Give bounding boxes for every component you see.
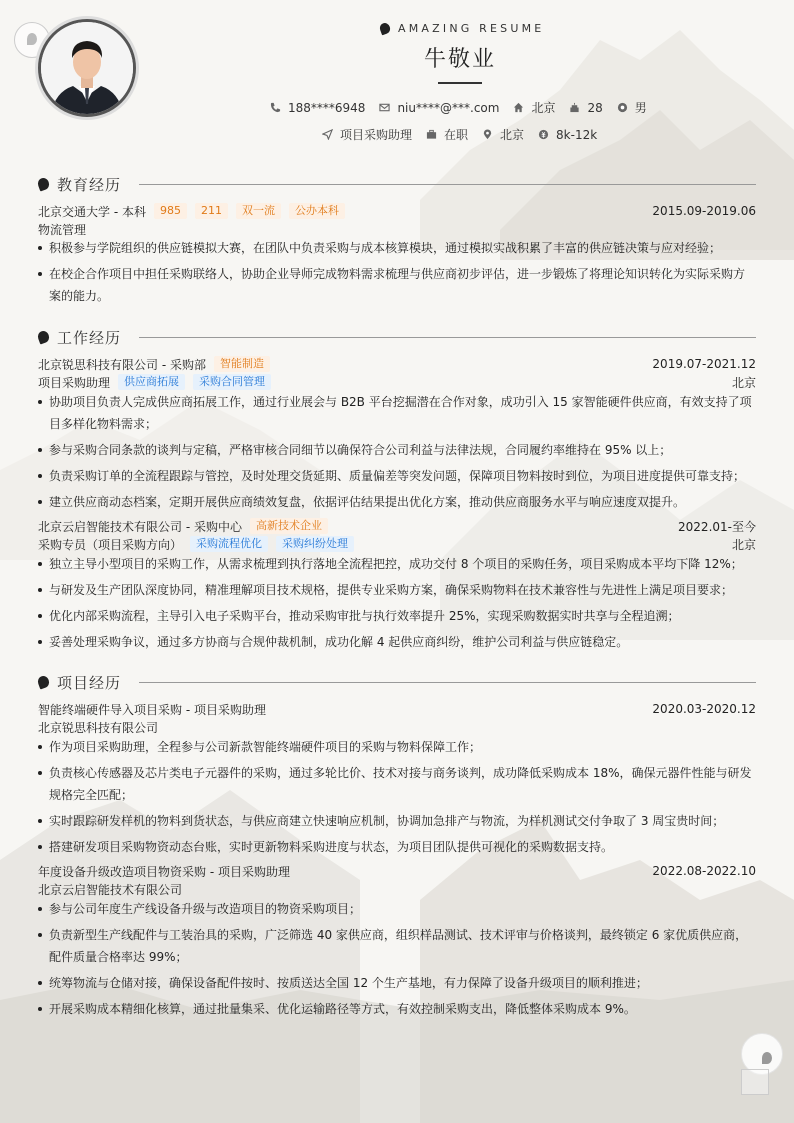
job-location: 北京 [731,537,756,552]
cake-icon [569,102,580,113]
role-tag: 采购纠纷处理 [276,536,354,552]
project-bullet: 参与公司年度生产线设备升级与改造项目的物资采购项目； [38,898,756,920]
avatar [38,19,136,117]
project-name: 年度设备升级改造项目物资采购 - 项目采购助理 [38,864,290,879]
city-item [513,99,555,116]
job-bullet: 负责采购订单的全流程跟踪与管控，及时处理交货延期、质量偏差等突发问题，保障项目物料按时到位，为项目进度提供可靠支持； [38,465,756,487]
gender-text: 男 [634,101,647,115]
job-bullet: 建立供应商动态档案，定期开展供应商绩效复盘，依据评估结果提出优化方案，推动供应商服务水平与响应速度双提升。 [38,491,756,513]
leaf-icon [378,21,391,35]
position-item [322,126,412,143]
target-city-text: 北京 [500,128,525,142]
section-title: 工作经历 [57,328,122,347]
job-bullet: 优化内部采购流程，主导引入电子采购平台，推动采购审批与执行效率提升 25%，实现采购数据实时共享与全程追溯； [38,605,756,627]
decorative-seal-frame [741,1069,769,1095]
leaf-icon [36,176,50,191]
leaf-icon [36,674,50,689]
school-tag: 985 [154,203,187,219]
company-tag: 智能制造 [214,356,270,372]
position-text: 项目采购助理 [340,128,413,142]
avatar-portrait [41,22,133,114]
job-company-row [38,518,756,534]
resume-tagline [380,20,544,36]
project-name: 智能终端硬件导入项目采购 - 项目采购助理 [38,702,266,717]
job-intention-row [322,126,597,143]
education-section-header [38,174,756,194]
mail-icon [379,102,390,113]
age-item [569,101,602,115]
education-school-row [38,203,756,219]
project-bullet: 实时跟踪研发样机的物料到货状态，与供应商建立快速响应机制，协调加急排产与物流，为样机测试交付争取了 3 周宝贵时间； [38,810,756,832]
school-tag: 双一流 [236,203,281,219]
education-bullet: 在校企合作项目中担任采购联络人，协助企业导师完成物料需求梳理与供应商初步评估，进一步锻炼了将理论知识转化为实际采购方案的能力。 [38,263,756,307]
send-icon [322,129,333,140]
job-location: 北京 [731,375,756,390]
name-underline [438,82,482,84]
project-date: 2020.03-2020.12 [652,702,756,716]
phone-icon [270,102,281,113]
gender-icon [617,102,628,113]
age-text: 28 [587,100,603,115]
candidate-name: 牛敬业 [423,47,496,72]
project-bullet: 作为项目采购助理，全程参与公司新款智能终端硬件项目的采购与物料保障工作； [38,736,756,758]
project-section-header [38,672,756,692]
email-item [379,101,499,115]
role-tag: 采购流程优化 [190,536,268,552]
target-city-item [482,126,524,143]
role-tag: 供应商拓展 [118,374,185,390]
education-date: 2015.09-2019.06 [652,204,756,218]
project-bullet: 统筹物流与仓储对接，确保设备配件按时、按质送达全国 12 个生产基地，有力保障了设备升级项目的顺利推进； [38,972,756,994]
job-bullet: 妥善处理采购争议，通过多方协商与合规仲裁机制，成功化解 4 起供应商纠纷，维护公司利益与供应链稳定。 [38,631,756,653]
education-bullet: 积极参与学院组织的供应链模拟大赛，在团队中负责采购与成本核算模块，通过模拟实战积累了丰富的供应链决策与应对经验； [38,237,756,259]
project-bullet: 负责新型生产线配件与工装治具的采购，广泛筛选 40 家供应商，组织样品测试、技术评审与价格谈判，最终锁定 6 家优质供应商，配件质量合格率达 99%； [38,924,756,968]
job-bullet: 与研发及生产团队深度协同，精准理解项目技术规格，提供专业采购方案，确保采购物料在技术兼容性与先进性上满足项目要求； [38,579,756,601]
section-title: 项目经历 [57,673,122,692]
status-item [426,126,468,143]
job-bullet: 协助项目负责人完成供应商拓展工作，通过行业展会与 B2B 平台挖掘潜在合作对象，成功引入 15 家智能硬件供应商，有效支持了项目多样化物料需求； [38,391,756,435]
job-company: 北京锐思科技有限公司 - 采购部 [38,357,206,372]
salary-text: 8k-12k [556,127,598,142]
money-icon [538,129,549,140]
leaf-icon [27,33,37,45]
section-title: 教育经历 [57,175,122,194]
contact-info-row [270,99,647,116]
job-role-row [38,374,756,390]
email-text: niu****@***.com [397,100,500,115]
project-name-row [38,863,756,879]
city-text: 北京 [531,101,556,115]
project-company: 北京云启智能技术有限公司 [38,882,183,897]
role-tag: 采购合同管理 [193,374,271,390]
work-section-header [38,327,756,347]
phone-item [270,101,365,115]
job-bullet: 独立主导小型项目的采购工作，从需求梳理到执行落地全流程把控，成功交付 8 个项目的采购任务，项目采购成本平均下降 12%； [38,553,756,575]
briefcase-icon [426,129,437,140]
job-company-row [38,356,756,372]
job-bullet: 参与采购合同条款的谈判与定稿，严格审核合同细节以确保符合公司利益与法律法规，合同履约率维持在 95% 以上； [38,439,756,461]
major-name: 物流管理 [38,222,87,237]
school-tag: 211 [195,203,228,219]
status-text: 在职 [444,128,469,142]
leaf-icon [762,1052,772,1064]
project-company: 北京锐思科技有限公司 [38,720,159,735]
project-date: 2022.08-2022.10 [652,864,756,878]
phone-text: 188****6948 [288,100,366,115]
job-company: 北京云启智能技术有限公司 - 采购中心 [38,519,242,534]
section-divider [139,337,756,338]
section-divider [139,184,756,185]
leaf-icon [36,329,50,344]
home-icon [513,102,524,113]
job-role-row [38,536,756,552]
location-pin-icon [482,129,493,140]
section-divider [139,682,756,683]
job-date: 2019.07-2021.12 [652,357,756,371]
school-name: 北京交通大学 - 本科 [38,204,146,219]
school-tag: 公办本科 [289,203,345,219]
job-date: 2022.01-至今 [678,519,756,534]
project-company-row [38,881,756,897]
project-bullet: 开展采购成本精细化核算，通过批量集采、优化运输路径等方式，有效控制采购支出，降低整体采购成本 9%。 [38,998,756,1020]
tagline-text: AMAZING RESUME [398,21,545,35]
job-role: 采购专员（项目采购方向） [38,537,183,552]
project-company-row [38,719,756,735]
project-name-row [38,701,756,717]
company-tag: 高新技术企业 [250,518,328,534]
gender-item [617,99,647,116]
job-role: 项目采购助理 [38,375,111,390]
project-bullet: 搭建研发项目采购物资动态台账，实时更新物料采购进度与状态，为项目团队提供可视化的采购数据支持。 [38,836,756,858]
salary-item [538,128,597,142]
education-major-row [38,221,756,237]
project-bullet: 负责核心传感器及芯片类电子元器件的采购，通过多轮比价、技术对接与商务谈判，成功降低采购成本 18%，确保元器件性能与研发规格完全匹配； [38,762,756,806]
